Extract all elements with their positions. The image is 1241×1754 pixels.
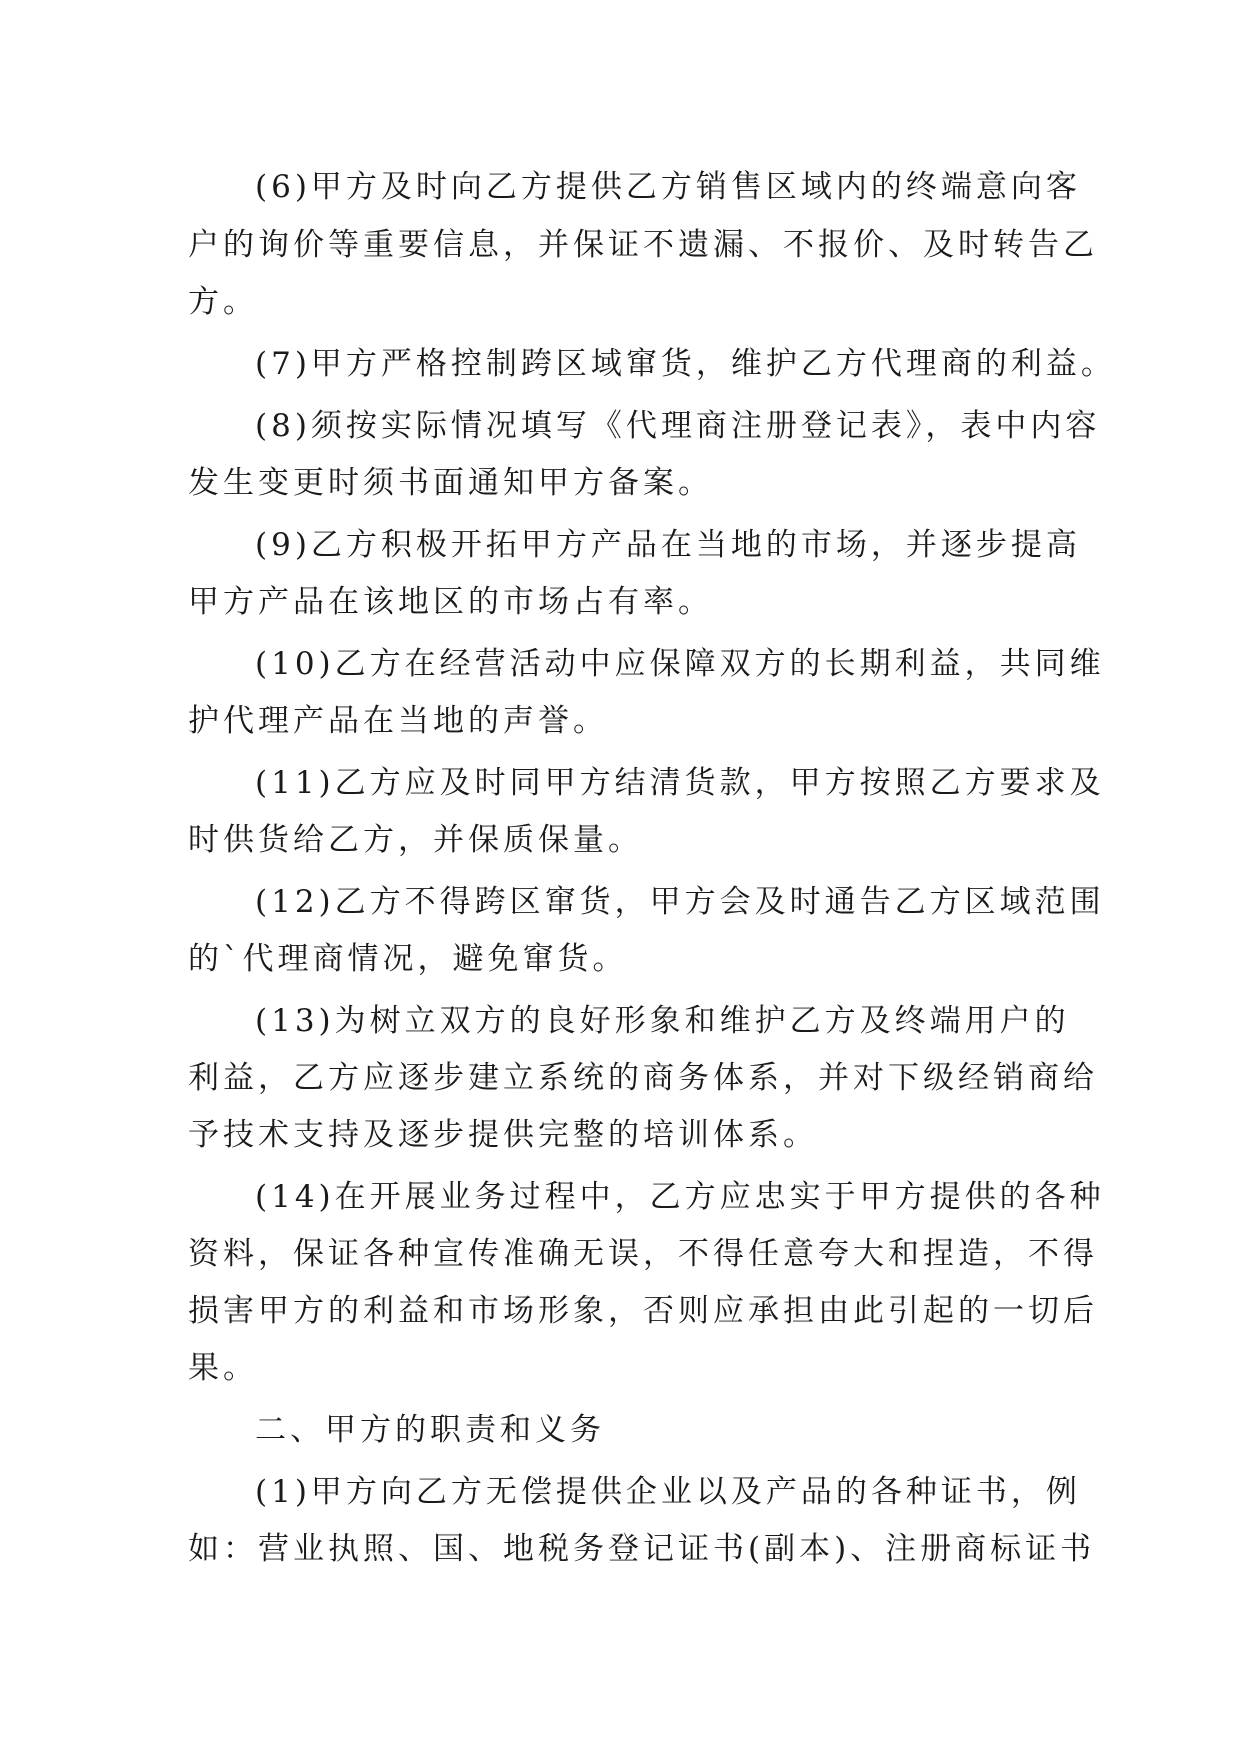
clause-12-line-2: 的`代理商情况，避免窜货。 [188,941,628,977]
clause-8-line-1: (8)须按实际情况填写《代理商注册登记表》，表中内容 [255,408,1101,444]
clause-14-line-2: 资料，保证各种宣传准确无误，不得任意夸大和捏造，不得 [188,1236,1098,1272]
clause-6-line-3: 方。 [188,284,258,320]
duty-1-line-2: 如：营业执照、国、地税务登记证书(副本)、注册商标证书 [188,1531,1096,1567]
clause-9-line-2: 甲方产品在该地区的市场占有率。 [188,584,713,620]
clause-14-line-1: (14)在开展业务过程中，乙方应忠实于甲方提供的各种 [255,1179,1105,1215]
clause-8-line-2: 发生变更时须书面通知甲方备案。 [188,465,713,501]
clause-9-line-1: (9)乙方积极开拓甲方产品在当地的市场，并逐步提高 [255,527,1081,563]
clause-14-line-4: 果。 [188,1350,258,1386]
clause-7-line-1: (7)甲方严格控制跨区域窜货，维护乙方代理商的利益。 [255,346,1116,382]
clause-11-line-1: (11)乙方应及时同甲方结清货款，甲方按照乙方要求及 [255,765,1105,801]
section-heading: 二、甲方的职责和义务 [255,1412,605,1448]
clause-10-line-1: (10)乙方在经营活动中应保障双方的长期利益，共同维 [255,646,1105,682]
clause-13-line-2: 利益，乙方应逐步建立系统的商务体系，并对下级经销商给 [188,1060,1098,1096]
clause-6-line-1: (6)甲方及时向乙方提供乙方销售区域内的终端意向客 [255,169,1081,205]
duty-1-line-1: (1)甲方向乙方无偿提供企业以及产品的各种证书，例 [255,1474,1081,1510]
clause-10-line-2: 护代理产品在当地的声誉。 [188,703,608,739]
clause-11-line-2: 时供货给乙方，并保质保量。 [188,822,643,858]
clause-6-line-2: 户的询价等重要信息，并保证不遗漏、不报价、及时转告乙 [188,227,1098,263]
clause-12-line-1: (12)乙方不得跨区窜货，甲方会及时通告乙方区域范围 [255,884,1105,920]
clause-13-line-1: (13)为树立双方的良好形象和维护乙方及终端用户的 [255,1003,1070,1039]
clause-13-line-3: 予技术支持及逐步提供完整的培训体系。 [188,1117,818,1153]
clause-14-line-3: 损害甲方的利益和市场形象，否则应承担由此引起的一切后 [188,1293,1098,1329]
